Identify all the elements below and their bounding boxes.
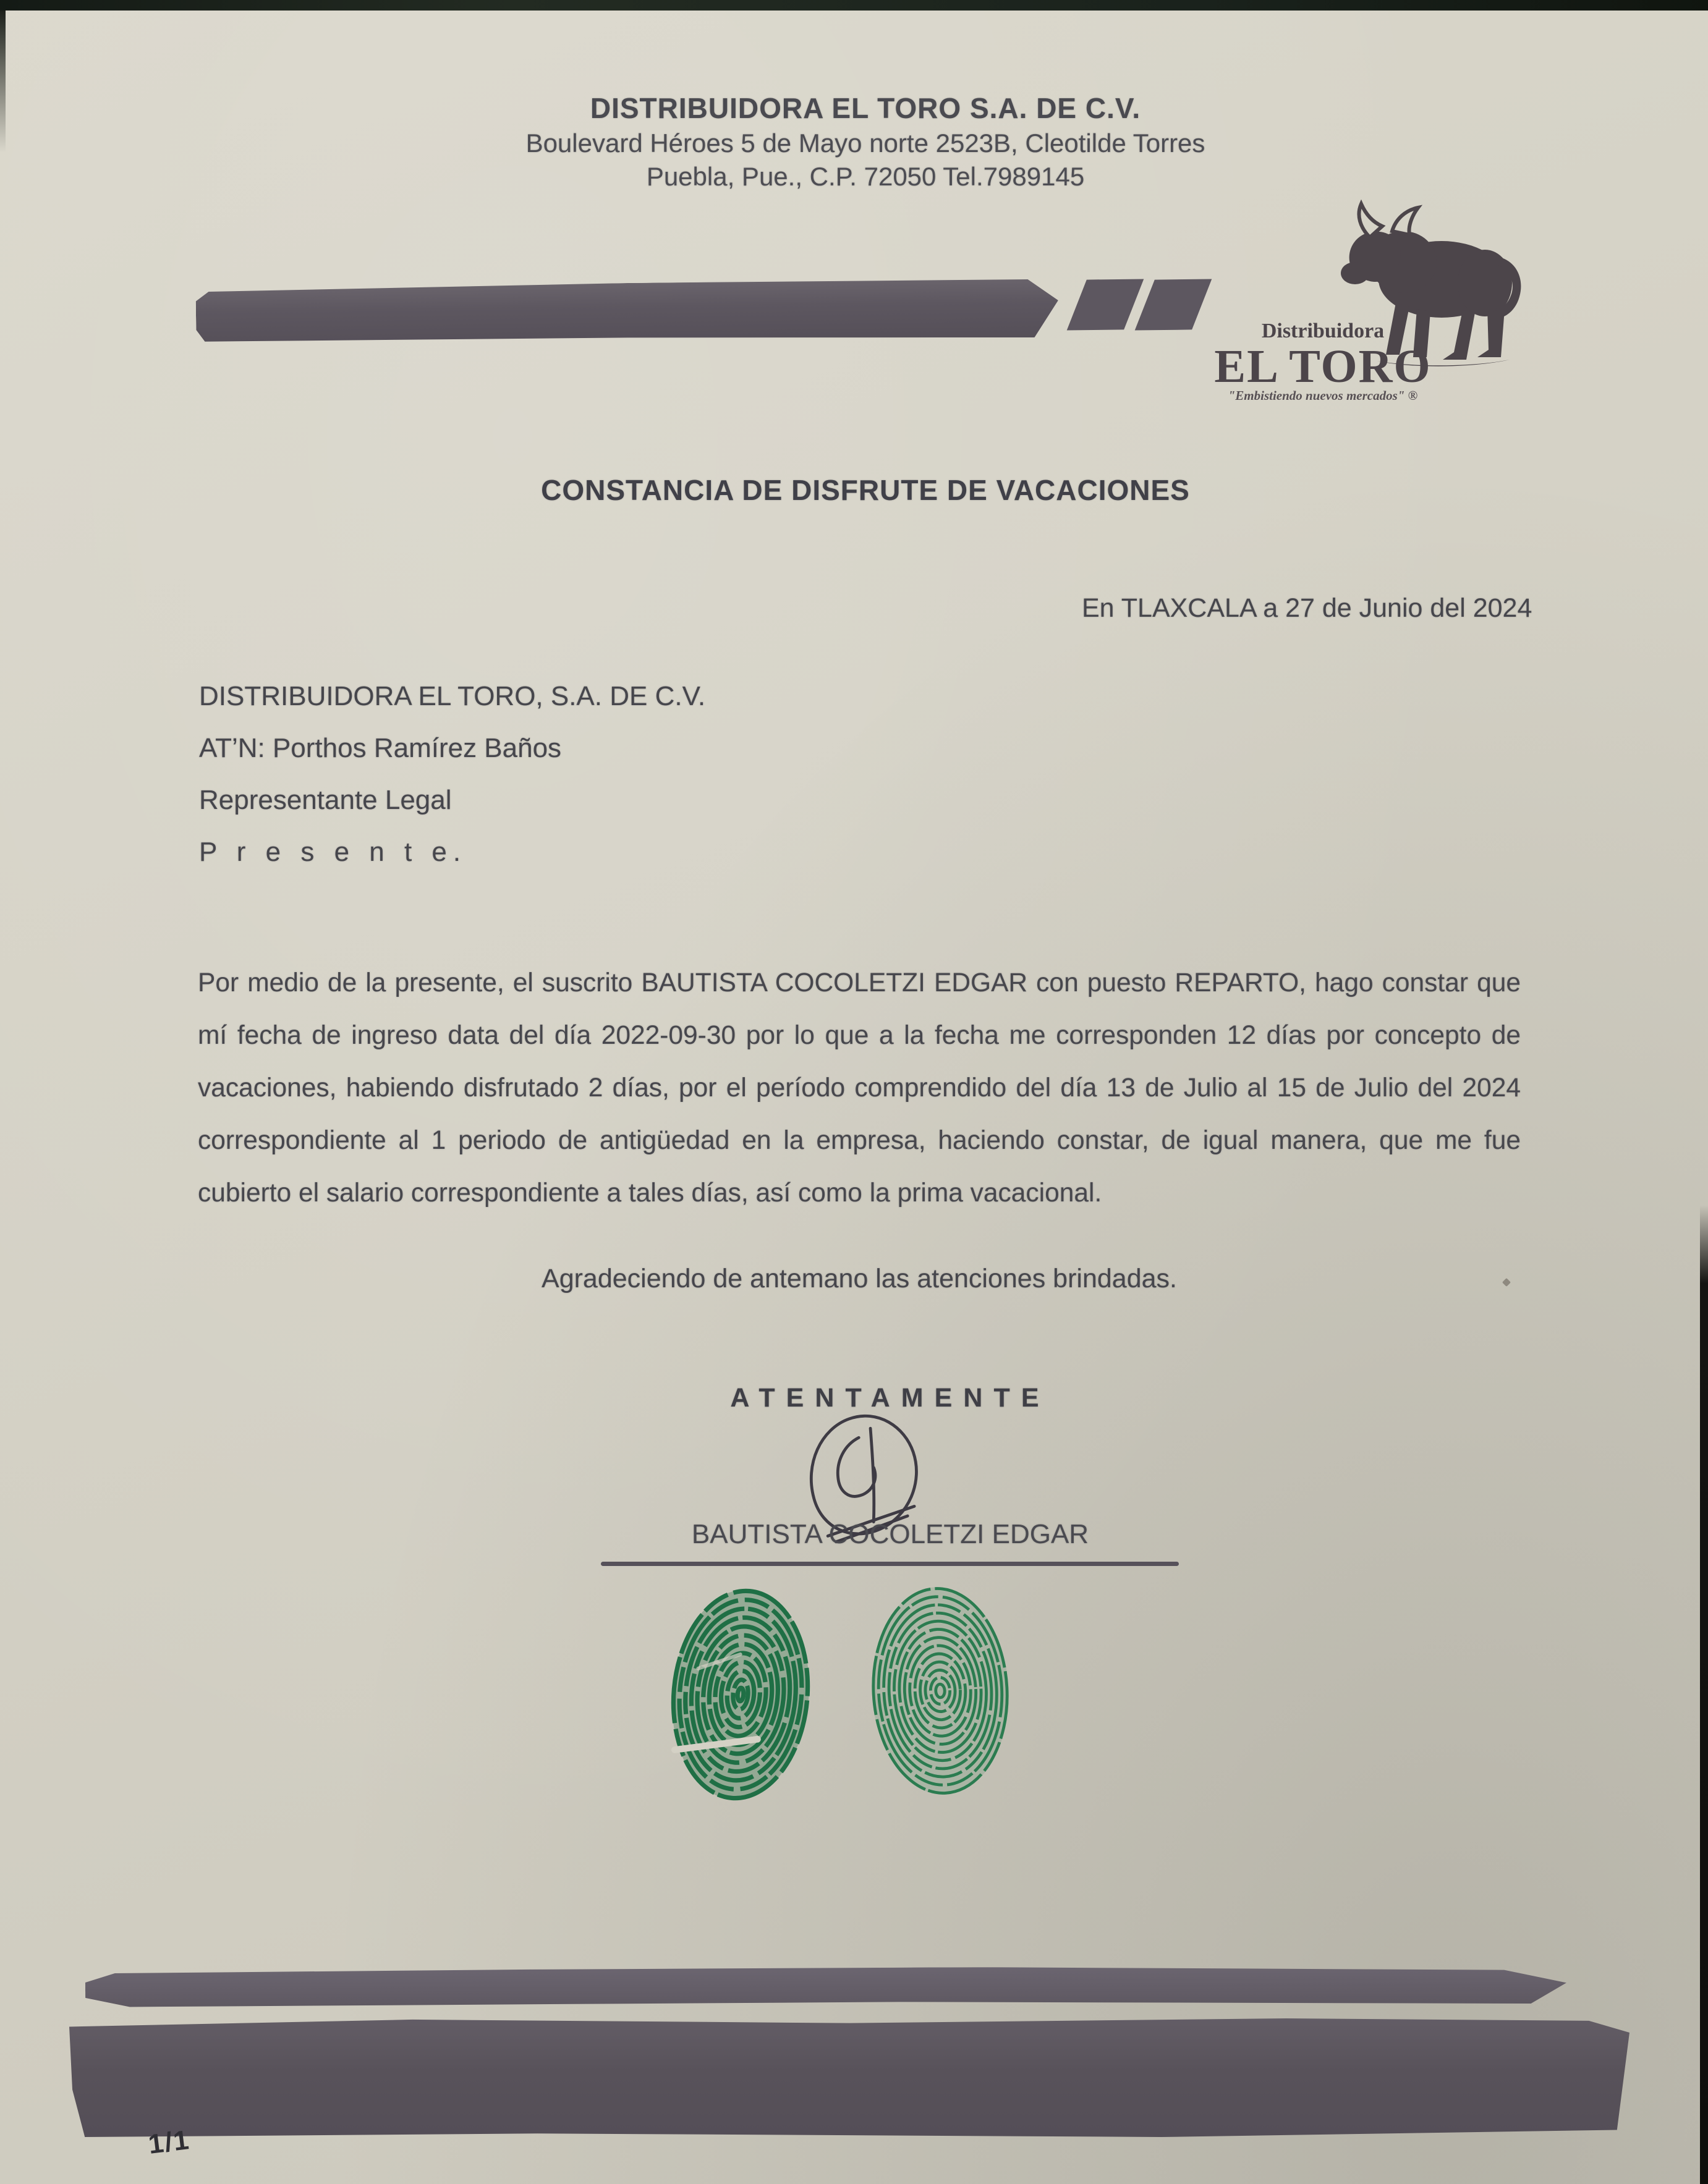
letter-body: Por medio de la presente, el suscrito BAUTISTA COCOLETZI EDGAR con puesto REPARTO, hago constar que mí fecha de ingreso data del día 2022-09-30 por lo que a la fecha me corresponden 12 días por concepto de vacaciones, habiendo disfrutado 2 días, por el período comprendido del día 13 de Julio al 15 de Julio del 2024 correspondiente al 1 periodo de antigüedad en la empresa, haciendo constar, de igual manera, que me fue cubierto el salario correspondiente a tales días, así como la prima vacacional. xyxy=(198,968,1521,1208)
footer-bar-thick xyxy=(69,2018,1629,2137)
closing-line: Agradeciendo de antemano las atenciones brindadas. xyxy=(542,1264,1177,1293)
signature-heading: ATENTAMENTE xyxy=(730,1383,1050,1413)
logo-tagline: "Embistiendo nuevos mercados" ® xyxy=(1228,388,1418,403)
header-divider-bar xyxy=(195,277,1058,347)
recipient-company: DISTRIBUIDORA EL TORO, S.A. DE C.V. xyxy=(199,681,706,711)
letterhead xyxy=(321,91,1409,192)
company-name: DISTRIBUIDORA EL TORO S.A. DE C.V. xyxy=(590,92,1141,124)
fingerprint-right xyxy=(860,1576,1021,1806)
signer-name: BAUTISTA COCOLETZI EDGAR xyxy=(691,1519,1089,1549)
photo-edge-top xyxy=(0,0,1708,11)
recipient-role: Representante Legal xyxy=(199,785,452,815)
page-number: 1/1 xyxy=(147,2125,192,2160)
company-address-line2: Puebla, Pue., C.P. 72050 Tel.7989145 xyxy=(646,162,1085,191)
footer-bar-thin xyxy=(85,1965,1566,2008)
logo-brand-main: EL TORO xyxy=(1214,341,1432,392)
company-address-line1: Boulevard Héroes 5 de Mayo norte 2523B, Cleotilde Torres xyxy=(525,129,1205,158)
recipient-attn: AT’N: Porthos Ramírez Baños xyxy=(199,733,562,763)
signature-line xyxy=(601,1562,1179,1566)
photo-edge-right xyxy=(1700,1205,1708,2184)
header-divider-tick-1 xyxy=(1067,279,1144,330)
company-logo xyxy=(1178,199,1573,403)
fingerprint-left xyxy=(656,1575,824,1814)
document-title: CONSTANCIA DE DISFRUTE DE VACACIONES xyxy=(541,474,1190,506)
logo-brand-top: Distribuidora xyxy=(1261,320,1385,342)
recipient-block xyxy=(199,671,1064,878)
photo-edge-left xyxy=(0,11,6,153)
dateline: En TLAXCALA a 27 de Junio del 2024 xyxy=(1082,593,1532,623)
recipient-salutation: P r e s e n t e. xyxy=(199,837,467,867)
